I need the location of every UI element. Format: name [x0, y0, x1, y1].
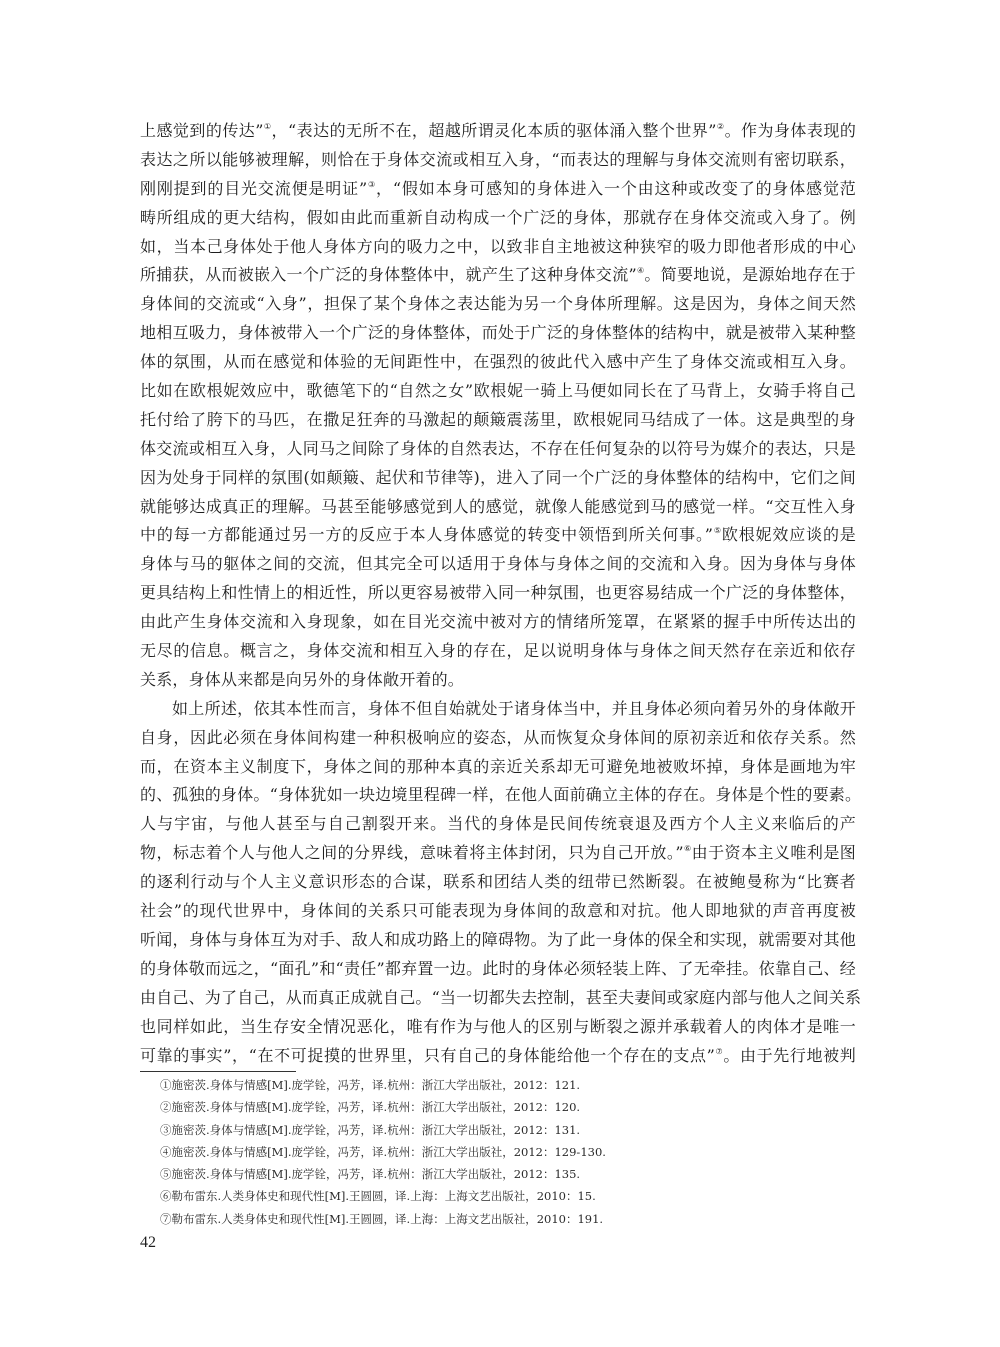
- paragraph: [140, 695, 862, 1071]
- footnotes: [160, 1074, 606, 1230]
- footnote-marker[interactable]: ⑥: [683, 844, 692, 854]
- text-line: 无尽的信息。概言之，身体交流和相互入身的存在，足以说明身体与身体之间天然存在亲近和依存: [140, 641, 856, 661]
- text-line: 的身体敬而远之，“面孔”和“责任”都弃置一边。此时的身体必须轻装上阵、了无牵挂。依靠自己、经: [140, 958, 856, 978]
- page-number: 42: [140, 1234, 156, 1251]
- footnote-marker[interactable]: ⑤: [713, 526, 722, 536]
- text-line: 的逐利行动与个人主义意识形态的合谋，联系和团结人类的纽带已然断裂。在被鲍曼称为“比赛者: [140, 872, 856, 892]
- text-line: 物，标志着个人与他人之间的分界线，意味着将主体封闭，只为自己开放。”⑥由于资本主义唯利是图: [140, 843, 856, 863]
- text-line: 如上所述，依其本性而言，身体不但自始就处于诸身体当中，并且身体必须向着另外的身体敞开: [172, 698, 856, 718]
- text-line: 自身，因此必须在身体间构建一种积极响应的姿态，从而恢复众身体间的原初亲近和依存关系。然: [140, 727, 856, 747]
- text-line: 托付给了胯下的马匹，在撒足狂奔的马激起的颠簸震荡里，欧根妮同马结成了一体。这是典型的身: [140, 409, 856, 429]
- footnote-marker[interactable]: ③: [367, 179, 377, 189]
- text-line: 比如在欧根妮效应中，歌德笔下的“自然之女”欧根妮一骑上马便如同长在了马背上，女骑手将自己: [140, 381, 856, 401]
- text-line: 身体间的交流或“入身”，担保了某个身体之表达能为另一个身体所理解。这是因为，身体之间天然: [140, 294, 856, 314]
- footnote: ③施密茨.身体与情感[M].庞学铨，冯芳，译.杭州：浙江大学出版社，2012：131.: [160, 1122, 581, 1137]
- text-line: 体交流或相互入身，人同马之间除了身体的自然表达，不存在任何复杂的以符号为媒介的表达，只是: [140, 438, 856, 458]
- body-text: [140, 117, 862, 1070]
- footnote: ②施密茨.身体与情感[M].庞学铨，冯芳，译.杭州：浙江大学出版社，2012：120.: [160, 1100, 581, 1115]
- text-line: 更具结构上和性情上的相近性，所以更容易被带入同一种氛围，也更容易结成一个广泛的身体整体，: [140, 583, 856, 603]
- paragraph: [140, 117, 856, 695]
- footnote: ①施密茨.身体与情感[M].庞学铨，冯芳，译.杭州：浙江大学出版社，2012：121.: [160, 1078, 581, 1092]
- text-line: 社会”的现代世界中，身体间的关系只可能表现为身体间的敌意和对抗。他人即地狱的声音再度被: [140, 901, 856, 921]
- footnote: ⑤施密茨.身体与情感[M].庞学铨，冯芳，译.杭州：浙江大学出版社，2012：135.: [160, 1167, 581, 1182]
- text-line: 表达之所以能够被理解，则恰在于身体交流或相互入身，“而表达的理解与身体交流则有密切联系，: [140, 149, 856, 169]
- text-line: 刚刚提到的目光交流便是明证”③，“假如本身可感知的身体进入一个由这种或改变了的身体感觉范: [140, 178, 857, 198]
- text-line: 中的每一方都能通过另一方的反应于本人身体感觉的转变中领悟到所关何事。”⑤欧根妮效应谈的是: [140, 525, 856, 545]
- text-line: 如，当本己身体处于他人身体方向的吸力之中，以致非自主地被这种狭窄的吸力即他者形成的中心: [140, 236, 856, 256]
- text-line: 因为处身于同样的氛围(如颠簸、起伏和节律等)，进入了同一个广泛的身体整体的结构中，它们之间: [140, 467, 856, 487]
- footnote-marker[interactable]: ②: [716, 122, 725, 131]
- footnote: ⑥勒布雷东.人类身体史和现代性[M].王圆圆，译.上海：上海文艺出版社，2010：15.: [160, 1189, 596, 1204]
- footnote-divider: [140, 1071, 296, 1072]
- text-line: 上感觉到的传达”①，“表达的无所不在，超越所谓灵化本质的驱体涌入整个世界”②。作为身体表现的: [140, 121, 857, 140]
- footnote-marker[interactable]: ⑦: [715, 1046, 724, 1056]
- footnote: ⑦勒布雷东.人类身体史和现代性[M].王圆圆，译.上海：上海文艺出版社，2010：191.: [160, 1211, 604, 1226]
- footnote: ④施密茨.身体与情感[M].庞学铨，冯芳，译.杭州：浙江大学出版社，2012：129-130.: [160, 1144, 606, 1159]
- text-line: 也同样如此，当生存安全情况恶化，唯有作为与他人的区别与断裂之源并承载着人的肉体才是唯一: [140, 1016, 856, 1036]
- text-line: 可靠的事实”，“在不可捉摸的世界里，只有自己的身体能给他一个存在的支点”⑦。由于先行地被判: [140, 1045, 856, 1065]
- text-line: 就能够达成真正的理解。马甚至能够感觉到人的感觉，就像人能感觉到马的感觉一样。“交互性入身: [140, 496, 856, 516]
- text-line: 的、孤独的身体。“身体犹如一块边境里程碑一样，在他人面前确立主体的存在。身体是个性的要素。: [140, 785, 862, 805]
- text-line: 身体与马的躯体之间的交流，但其完全可以适用于身体与身体之间的交流和入身。因为身体与身体: [140, 554, 856, 574]
- text-line: 听闻，身体与身体互为对手、敌人和成功路上的障碍物。为了此一身体的保全和实现，就需要对其他: [140, 929, 856, 949]
- footnote-marker[interactable]: ①: [263, 122, 272, 131]
- text-line: 而，在资本主义制度下，身体之间的那种本真的亲近关系却无可避免地被败坏掉，身体是画地为牢: [140, 756, 856, 776]
- text-line: 地相互吸力，身体被带入一个广泛的身体整体，而处于广泛的身体整体的结构中，就是被带入某种整: [140, 323, 856, 343]
- text-line: 人与宇宙，与他人甚至与自己割裂开来。当代的身体是民间传统衰退及西方个人主义来临后的产: [140, 814, 856, 834]
- text-line: 所捕获，从而被嵌入一个广泛的身体整体中，就产生了这种身体交流”④。简要地说，是源始地存在于: [140, 265, 856, 285]
- text-line: 关系，身体从来都是向另外的身体敞开着的。: [140, 669, 465, 689]
- text-line: 由自己、为了自己，从而真正成就自己。“当一切都失去控制，甚至夫妻间或家庭内部与他人之间关系: [140, 987, 862, 1007]
- text-line: 由此产生身体交流和入身现象，如在目光交流中被对方的情绪所笼罩，在紧紧的握手中所传达出的: [140, 612, 856, 632]
- text-line: 畴所组成的更大结构，假如由此而重新自动构成一个广泛的身体，那就存在身体交流或入身了。例: [140, 207, 856, 227]
- footnote-marker[interactable]: ④: [636, 266, 645, 276]
- text-line: 体的氛围，从而在感觉和体验的无间距性中，在强烈的彼此代入感中产生了身体交流或相互入身。: [140, 352, 856, 372]
